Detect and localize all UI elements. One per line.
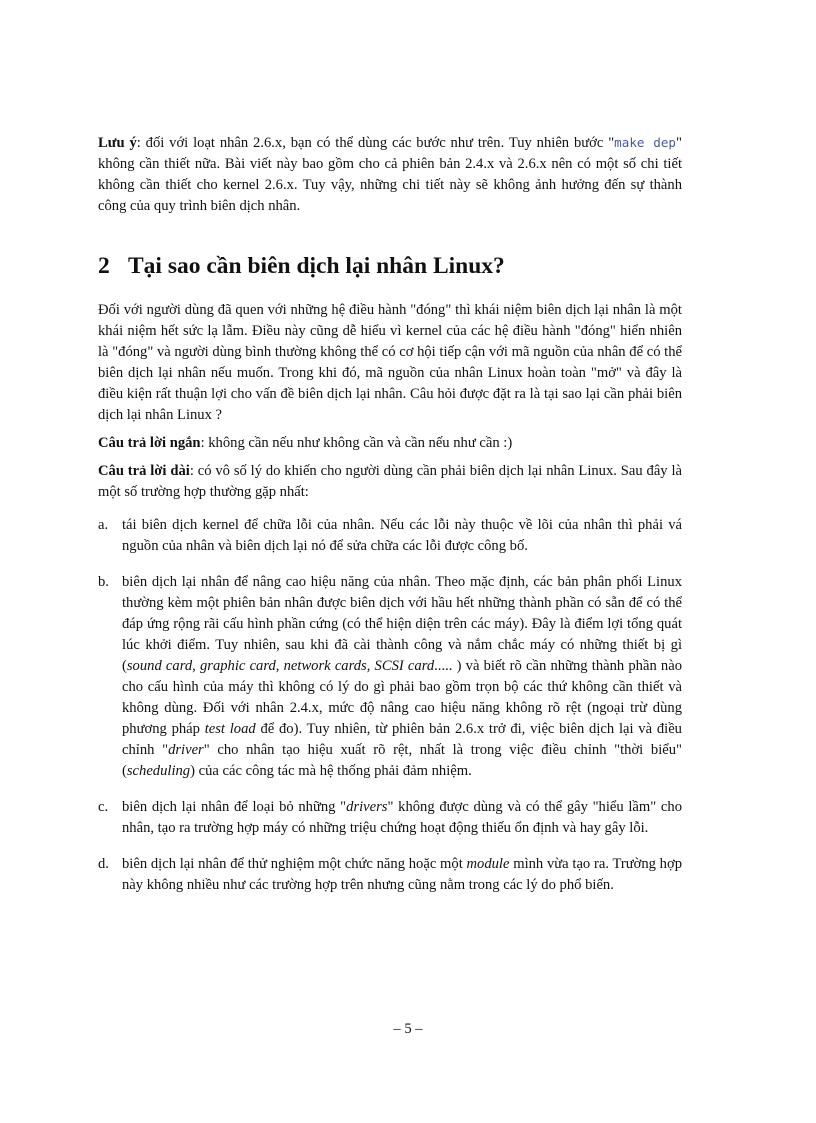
intro-paragraph: Đối với người dùng đã quen với những hệ điều hành "đóng" thì khái niệm biên dịch lại nhân là một khái niệm hết sức lạ lẫm. Điều này cũng dễ hiểu vì kernel của các hệ điều hành "đóng" hiển nhiên là "đóng" và người dùng bình thường không thể có cơ hội tiếp cận với mã nguồn của nhân để có thể biên dịch lại nhân nếu muốn. Trong khi đó, mã nguồn của nhân Linux hoàn toàn "mở" và đây là điều kiện rất thuận lợi cho vấn đề biên dịch lại nhân. Câu hỏi được đặt ra là tại sao lại cần phải biên dịch lại nhân Linux ? — [98, 302, 682, 423]
italic-run: module — [466, 856, 510, 872]
note-text-2: " không cần thiết nữa. Bài viết này bao gồm cho cả phiên bản 2.4.x và 2.6.x nên có một số chi tiết không cần thiết cho kernel 2.6.x. Tuy vậy, những chi tiết này sẽ không ảnh hưởng đến sự thành công của quy trình biên dịch nhân. — [98, 135, 682, 214]
page-number: – 5 – — [393, 1021, 423, 1037]
list-item-text: tái biên dịch kernel để chữa lỗi của nhân. Nếu các lỗi này thuộc về lõi của nhân thì phải vá nguồn của nhân và biên dịch lại nó để sửa chữa các lỗi được công bố. — [122, 517, 682, 554]
short-answer-text: : không cần nếu như không cần và cần nếu như cần :) — [200, 435, 513, 451]
list-item-text — [122, 572, 682, 782]
short-answer-label: Câu trả lời ngắn — [98, 435, 201, 451]
text-run: ) của các công tác mà hệ thống phải đảm nhiệm. — [190, 763, 472, 779]
text-run: biên dịch lại nhân để nâng cao hiệu năng của nhân. Theo mặc định, các bản phân phối Linux thường kèm một phiên bản nhân được biên dịch với hầu hết những thành phần có sẵn để có thể đáp ứng rộng rãi cấu hình phần cứng (có thể hiện diện trên các máy). Đây là điểm lợi tổng quát lúc khởi điểm. Tuy nhiên, sau khi đã cài thành công và nắm chắc máy có những thiết bị gì ( — [122, 574, 682, 674]
note-code: make dep — [614, 135, 677, 150]
long-answer-text: : có vô số lý do khiến cho người dùng cần phải biên dịch lại nhân Linux. Sau đây là một số trường hợp thường gặp nhất: — [98, 463, 682, 500]
italic-run: sound card, graphic card, network cards, SCSI card — [126, 658, 435, 674]
page-content — [98, 132, 682, 911]
note-text-1: : đối với loạt nhân 2.6.x, bạn có thể dùng các bước như trên. Tuy nhiên bước " — [136, 135, 615, 151]
italic-run: scheduling — [126, 763, 191, 779]
long-answer-label: Câu trả lời dài — [98, 463, 190, 479]
long-answer-paragraph — [98, 461, 682, 503]
list-marker: b. — [98, 574, 109, 590]
list-marker: c. — [98, 799, 109, 815]
note-label: Lưu ý — [98, 135, 137, 151]
italic-run: driver — [168, 742, 204, 758]
list-marker: a. — [98, 517, 109, 533]
list-marker: d. — [98, 856, 109, 872]
italic-run: test load — [204, 721, 256, 737]
italic-run: drivers — [346, 799, 388, 815]
list-item-c — [98, 797, 682, 839]
text-run: ..... ) và biết rõ cần những thành phần nào cho cấu hình của máy thì không có lý do gì phải bao gồm trọn bộ các thứ không cần thiết và không dùng. Đối với nhân 2.4.x, mức độ nâng cao hiệu năng không rõ rệt (ngoại trừ dùng phương pháp — [122, 658, 683, 737]
section-number: 2 — [98, 253, 110, 279]
section-heading — [98, 251, 682, 281]
list-item-text — [122, 854, 682, 896]
list-item-d — [98, 854, 682, 896]
list-item-text — [122, 797, 682, 839]
reasons-list — [98, 515, 682, 896]
section-title: Tại sao cần biên dịch lại nhân Linux? — [128, 253, 505, 279]
short-answer-paragraph — [98, 433, 682, 454]
text-run: biên dịch lại nhân để thử nghiệm một chức năng hoặc một — [122, 856, 467, 872]
text-run: mình vừa tạo ra. Trường hợp này không nhiều như các trường hợp trên nhưng cũng nằm trong các lý do phổ biến. — [122, 856, 682, 893]
list-item-b — [98, 572, 682, 782]
text-run: để đo). Tuy nhiên, từ phiên bản 2.6.x trở đi, việc biên dịch lại và điều chỉnh " — [122, 721, 682, 758]
text-run: " không được dùng và có thể gây "hiểu lầm" cho nhân, tạo ra trường hợp máy có những triệu chứng hoạt động thiếu ổn định và hay gây lỗi. — [122, 799, 682, 836]
list-item-a — [98, 515, 682, 557]
note-paragraph — [98, 132, 682, 217]
text-run: " cho nhân tạo hiệu xuất rõ rệt, nhất là trong việc điều chỉnh "thời biểu" ( — [122, 742, 682, 779]
text-run: biên dịch lại nhân để loại bỏ những " — [122, 799, 347, 815]
